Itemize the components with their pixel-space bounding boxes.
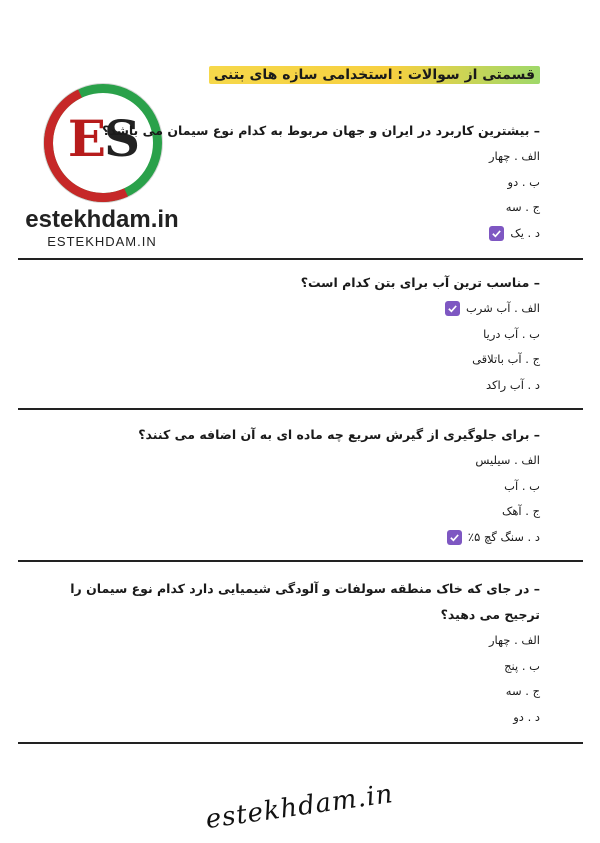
question-text: – برای جلوگیری از گیرش سریع چه ماده ای به آن اضافه می کنند؟ xyxy=(138,427,540,442)
divider xyxy=(18,560,583,562)
question-2 xyxy=(301,270,540,398)
question-3 xyxy=(138,422,540,550)
divider xyxy=(18,408,583,410)
option-label: ج . سه xyxy=(505,684,540,698)
option xyxy=(301,373,540,399)
option xyxy=(70,705,540,731)
option-label: ج . سه xyxy=(505,200,540,214)
option-label: د . یک xyxy=(510,225,540,240)
checkbox-checked-icon[interactable] xyxy=(489,226,504,241)
option-label: الف . چهار xyxy=(488,633,540,647)
option-label: ب . آب xyxy=(504,478,540,493)
option-label: الف . آب شرب xyxy=(465,301,540,315)
option xyxy=(70,628,540,654)
option-selected[interactable] xyxy=(102,221,540,247)
option-label: الف . سیلیس xyxy=(475,453,540,467)
option-label: د . سنگ گچ ۵٪ xyxy=(467,529,540,544)
option xyxy=(138,474,540,500)
logo-domain: estekhdam.in xyxy=(25,206,179,233)
logo-domain-caps: ESTEKHDAM.IN xyxy=(47,234,157,249)
option-selected[interactable] xyxy=(301,296,540,322)
option xyxy=(102,195,540,221)
question-text: – بیشترین کاربرد در ایران و جهان مربوط به کدام نوع سیمان می باشد؟ xyxy=(102,123,540,138)
page-title: قسمتی از سوالات : استخدامی سازه های بتنی xyxy=(209,66,540,84)
question-1 xyxy=(102,118,540,246)
option-label: ب . آب دریا xyxy=(483,326,540,341)
option xyxy=(138,499,540,525)
watermark: estekhdam.in xyxy=(203,778,396,836)
option-label: د . آب راکد xyxy=(485,377,540,392)
divider xyxy=(18,258,583,260)
option xyxy=(301,322,540,348)
logo-letter-e: E xyxy=(67,109,104,168)
checkbox-checked-icon[interactable] xyxy=(447,530,462,545)
checkbox-checked-icon[interactable] xyxy=(445,301,460,316)
divider xyxy=(18,742,583,744)
question-text: – در جای که خاک منطقه سولفات و آلودگی شیمیایی دارد کدام نوع سیمان را ترجیح می دهید؟ xyxy=(70,581,540,622)
question-text: – مناسب ترین آب برای بتن کدام است؟ xyxy=(300,275,540,290)
option xyxy=(138,448,540,474)
logo-letter-s: S xyxy=(104,109,139,168)
option xyxy=(70,654,540,680)
option-label: د . دو xyxy=(513,709,540,724)
option-label: الف . چهار xyxy=(488,149,540,163)
option-label: ب . دو xyxy=(507,174,540,189)
option xyxy=(301,347,540,373)
option-selected[interactable] xyxy=(138,525,540,551)
option-label: ج . آب باتلاقی xyxy=(472,352,540,366)
question-4 xyxy=(70,576,540,730)
option-label: ج . آهک xyxy=(502,504,540,518)
option xyxy=(102,144,540,170)
option xyxy=(102,170,540,196)
option xyxy=(70,679,540,705)
option-label: ب . پنج xyxy=(504,658,540,673)
